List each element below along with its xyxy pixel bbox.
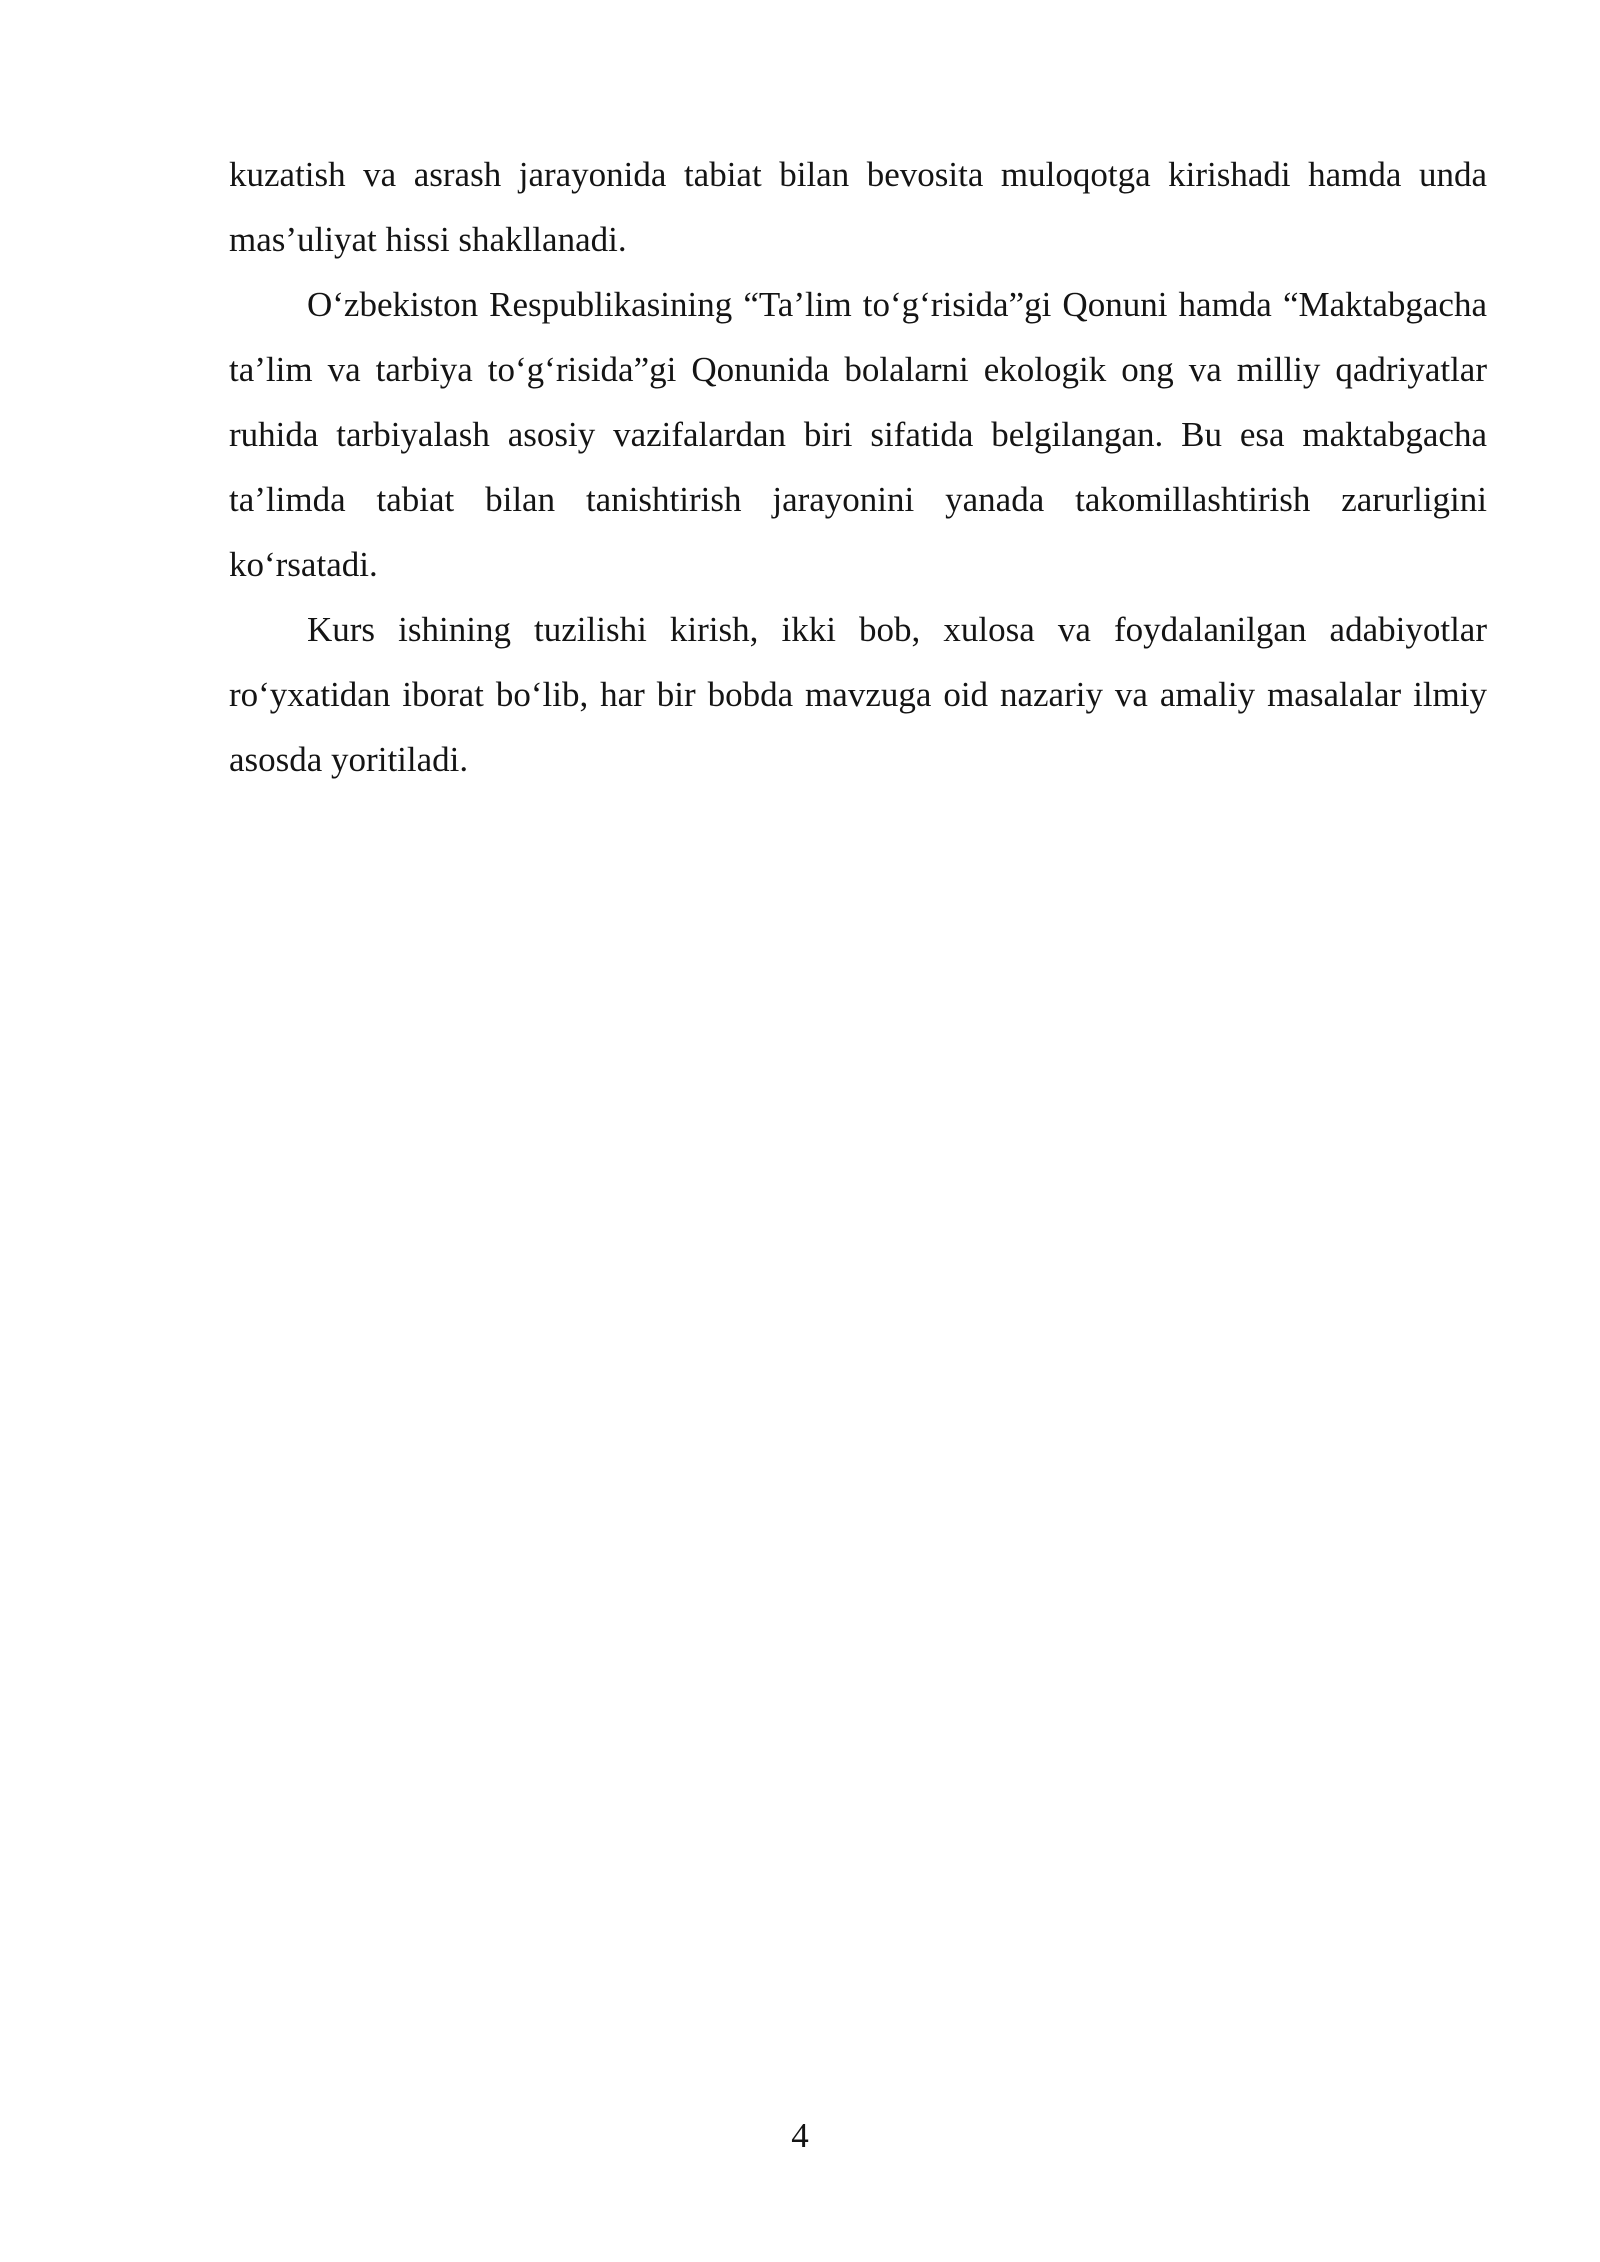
paragraph-legislation: O‘zbekiston Respublikasining “Ta’lim to‘g‘risida”gi Qonuni hamda “Maktabgacha ta’lim va tarbiya to‘g‘risida”gi Qonunida bolalarni ekologik ong va milliy qadriyatlar ruhida tarbiyalash asosiy vazifalardan biri sifatida belgilangan. Bu esa maktabgacha ta’limda tabiat bilan tanishtirish jarayonini yanada takomillashtirish zarurligini ko‘rsatadi. <box>229 285 1487 584</box>
body-text <box>229 142 1487 792</box>
page-number: 4 <box>791 2116 809 2155</box>
paragraph-structure: Kurs ishining tuzilishi kirish, ikki bob, xulosa va foydalanilgan adabiyotlar ro‘yxatidan iborat bo‘lib, har bir bobda mavzuga oid nazariy va amaliy masalalar ilmiy asosda yoritiladi. <box>229 610 1487 779</box>
paragraph-continuation: kuzatish va asrash jarayonida tabiat bilan bevosita muloqotga kirishadi hamda unda mas’uliyat hissi shakllanadi. <box>229 155 1487 259</box>
